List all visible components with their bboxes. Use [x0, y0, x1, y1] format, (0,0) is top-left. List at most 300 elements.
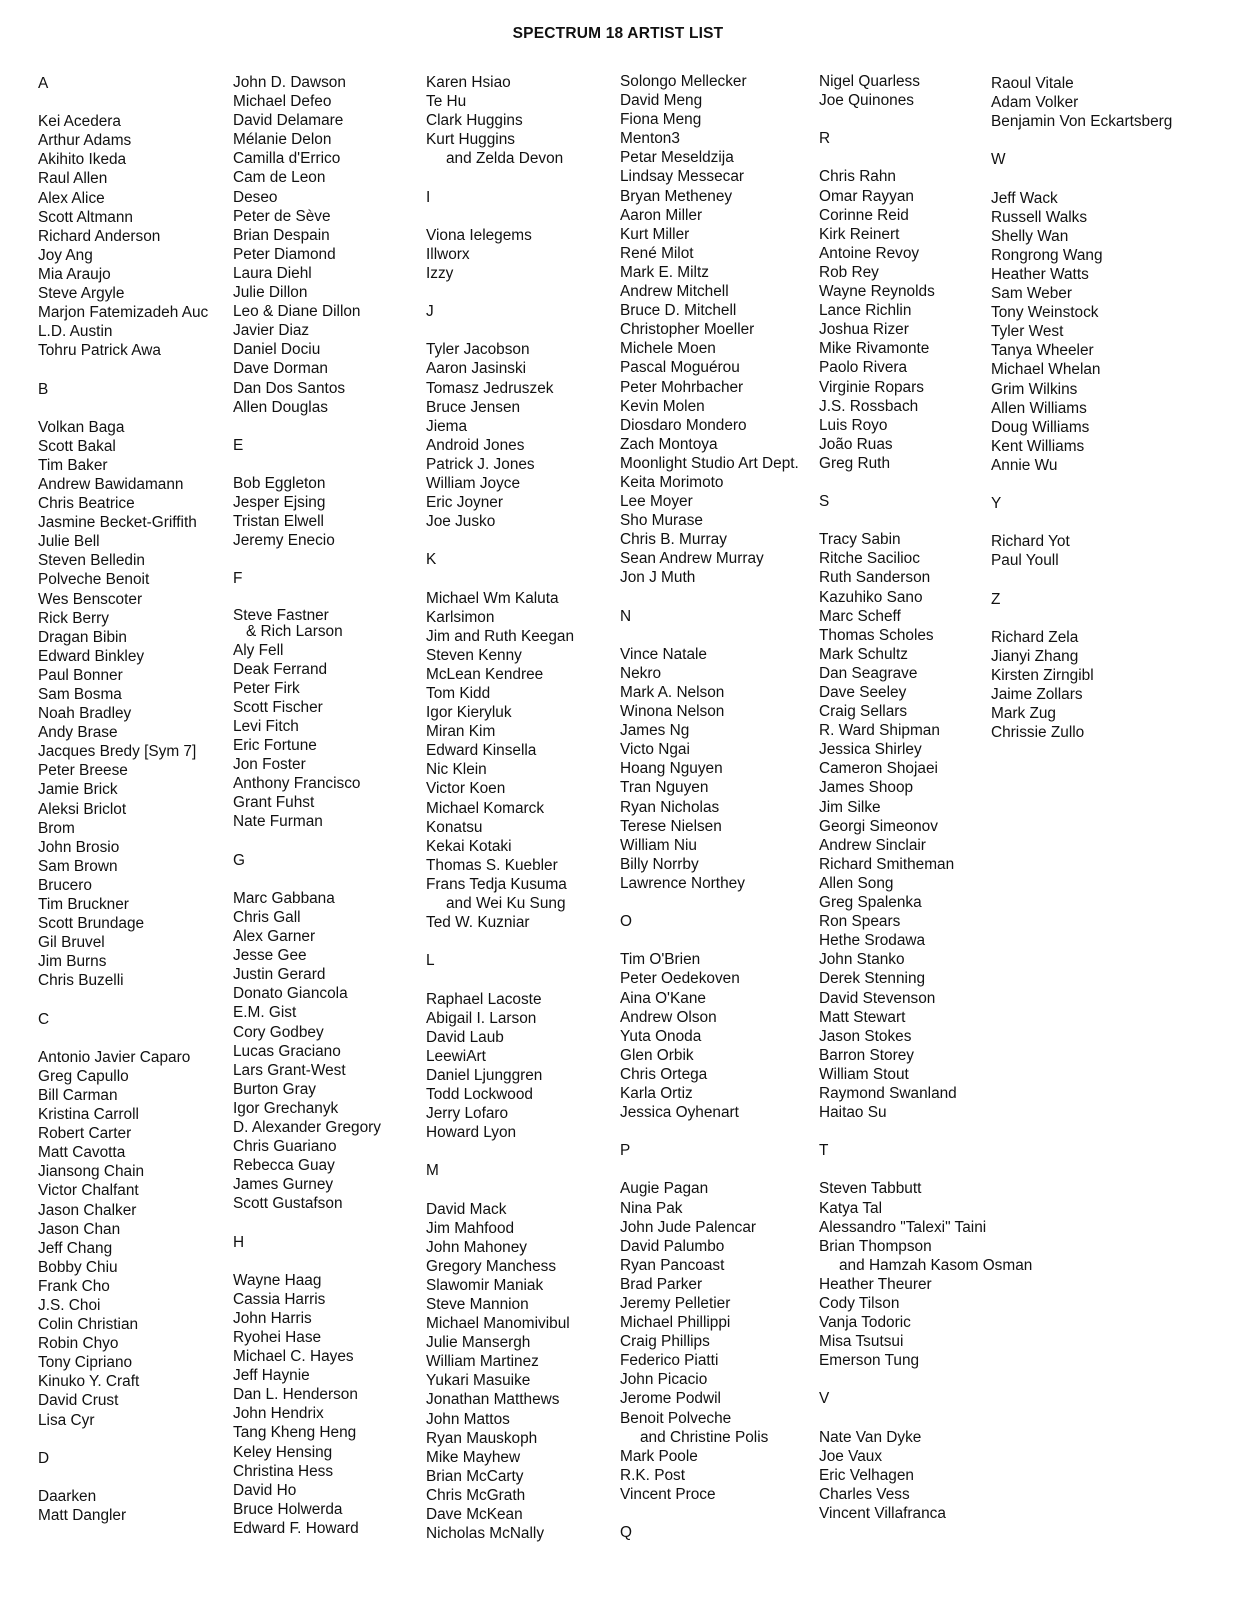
artist-name: Javier Diaz — [233, 322, 310, 340]
artist-name: Emerson Tung — [819, 1352, 920, 1370]
artist-name: Polveche Benoit — [38, 571, 150, 589]
spacer — [38, 1468, 208, 1487]
artist-name: Gil Bruvel — [38, 934, 105, 952]
spacer — [819, 1409, 1032, 1428]
artist-name: Eric Joyner — [426, 494, 503, 512]
artist-name: Abigail I. Larson — [426, 1009, 537, 1027]
artist-name: Christina Hess — [233, 1462, 334, 1480]
artist-name: Colin Christian — [38, 1316, 139, 1334]
artist-name: Thomas S. Kuebler — [426, 856, 558, 874]
artist-name: Kurt Huggins — [426, 131, 515, 149]
artist-name: Haitao Su — [819, 1104, 887, 1122]
artist-name: Nate Furman — [233, 813, 323, 831]
artist-name: Volkan Baga — [38, 418, 125, 436]
artist-name: Richard Anderson — [38, 227, 161, 245]
artist-name: John Jude Palencar — [620, 1218, 757, 1236]
artist-name: Android Jones — [426, 436, 525, 454]
spacer — [426, 1180, 574, 1199]
spacer — [426, 1142, 574, 1161]
artist-name: Ryan Mauskoph — [426, 1429, 538, 1447]
artist-name-continuation: and Wei Ku Sung — [446, 895, 566, 913]
artist-name: Jessica Shirley — [819, 741, 922, 759]
artist-name: Christopher Moeller — [620, 321, 755, 339]
artist-name: Matt Cavotta — [38, 1144, 126, 1162]
artist-name-continuation: and Hamzah Kasom Osman — [839, 1256, 1033, 1274]
spacer — [426, 283, 574, 302]
artist-name: Georgi Simeonov — [819, 817, 938, 835]
artist-name: R.K. Post — [620, 1466, 686, 1484]
artist-name: Scott Fischer — [233, 698, 323, 716]
artist-name: Alex Alice — [38, 189, 105, 207]
artist-name: Edward Kinsella — [426, 742, 537, 760]
artist-name: Igor Grechanyk — [233, 1099, 339, 1117]
artist-name: Robert Carter — [38, 1125, 132, 1143]
artist-name: David Stevenson — [819, 989, 936, 1007]
artist-name: Jim and Ruth Keegan — [426, 627, 575, 645]
artist-name: Chris Beatrice — [38, 495, 135, 513]
artist-name: Mark Zug — [991, 705, 1056, 723]
artist-name: Allen Douglas — [233, 398, 328, 416]
artist-name: Lisa Cyr — [38, 1411, 95, 1429]
artist-name: Raul Allen — [38, 170, 108, 188]
artist-name: Bill Carman — [38, 1086, 118, 1104]
artist-name: Todd Lockwood — [426, 1085, 533, 1103]
artist-name: Billy Norrby — [620, 855, 699, 873]
artist-name: Rick Berry — [38, 609, 109, 627]
artist-name: Kinuko Y. Craft — [38, 1373, 140, 1391]
artist-name: Scott Bakal — [38, 437, 116, 455]
artist-name: Akihito Ikeda — [38, 151, 127, 169]
artist-name: Thomas Scholes — [819, 626, 934, 644]
artist-name: Dan Dos Santos — [233, 379, 346, 397]
section-letter: L — [426, 952, 435, 970]
artist-name: Matt Stewart — [819, 1008, 906, 1026]
artist-name: Cody Tilson — [819, 1295, 900, 1312]
artist-name: Jeff Chang — [38, 1239, 113, 1257]
section-letter: R — [819, 130, 831, 148]
artist-name: J.S. Choi — [38, 1297, 101, 1314]
artist-name: Kirsten Zirngibl — [991, 666, 1094, 684]
artist-name: Frank Cho — [38, 1277, 110, 1295]
artist-name: Laura Diehl — [233, 264, 312, 282]
artist-name: Greg Ruth — [819, 454, 891, 472]
artist-name: Fiona Meng — [620, 111, 702, 129]
artist-name: Kekai Kotaki — [426, 837, 512, 855]
section-letter: F — [233, 570, 243, 588]
spacer — [38, 93, 208, 112]
artist-name: Te Hu — [426, 93, 467, 111]
artist-name: Joe Quinones — [819, 92, 914, 110]
artist-name: Katya Tal — [819, 1199, 883, 1217]
artist-name: Paul Bonner — [38, 666, 123, 684]
spacer — [620, 626, 799, 645]
artist-name: Jason Chan — [38, 1220, 121, 1238]
artist-name: Brian McCarty — [426, 1467, 524, 1485]
artist-name: Chris Rahn — [819, 168, 896, 186]
artist-name: Mélanie Delon — [233, 131, 332, 149]
artist-name: Jamie Brick — [38, 781, 118, 799]
artist-name: Tyler West — [991, 323, 1064, 341]
artist-name: Burton Gray — [233, 1080, 316, 1098]
artist-name: Lee Moyer — [620, 493, 693, 511]
artist-name: Michael Komarck — [426, 799, 545, 817]
artist-name: Brian Despain — [233, 226, 330, 244]
artist-name: Aaron Miller — [620, 206, 703, 224]
artist-name: Mike Rivamonte — [819, 340, 930, 358]
artist-name: Allen Williams — [991, 399, 1087, 417]
artist-name: Luis Royo — [819, 416, 888, 434]
spacer — [991, 475, 1172, 494]
spacer — [620, 1504, 799, 1523]
artist-name: Cam de Leon — [233, 169, 326, 187]
artist-name: Wayne Haag — [233, 1271, 322, 1289]
artist-name: Lawrence Northey — [620, 874, 745, 892]
artist-name: Chrissie Zullo — [991, 724, 1085, 742]
artist-name: Camilla d'Errico — [233, 150, 341, 168]
artist-name: Chris Ortega — [620, 1065, 708, 1083]
artist-name: Grant Fuhst — [233, 794, 315, 812]
artist-name: Richard Zela — [991, 628, 1079, 646]
artist-name: Chris B. Murray — [620, 531, 727, 549]
artist-name: Tomasz Jedruszek — [426, 379, 554, 397]
artist-name: Frans Tedja Kusuma — [426, 875, 567, 893]
artist-name: John D. Dawson — [233, 74, 346, 91]
spacer — [620, 588, 799, 607]
artist-name: Izzy — [426, 264, 454, 282]
artist-name: Chris McGrath — [426, 1486, 526, 1504]
artist-name: Brucero — [38, 876, 92, 894]
artist-name: Raoul Vitale — [991, 75, 1074, 92]
artist-name: Ryan Nicholas — [620, 798, 720, 816]
artist-name: Menton3 — [620, 130, 680, 148]
artist-name: Tyler Jacobson — [426, 341, 530, 359]
artist-name: Jeremy Pelletier — [620, 1295, 731, 1312]
artist-name: Sean Andrew Murray — [620, 550, 764, 568]
artist-name: Julie Mansergh — [426, 1334, 531, 1352]
artist-name: Marc Scheff — [819, 607, 901, 625]
artist-name: John Mattos — [426, 1410, 510, 1428]
section-letter: B — [38, 380, 49, 398]
artist-name: Antoine Revoy — [819, 244, 920, 262]
artist-name: John Brosio — [38, 838, 120, 856]
artist-name: Peter Mohrbacher — [620, 378, 744, 396]
spacer — [233, 1213, 381, 1232]
artist-name: Jeff Haynie — [233, 1367, 310, 1385]
artist-name: Jerome Podwil — [620, 1390, 721, 1408]
artist-name: Yuta Onoda — [620, 1027, 702, 1045]
artist-name: Hethe Srodawa — [819, 932, 926, 950]
artist-name: João Ruas — [819, 435, 893, 453]
artist-name: Doug Williams — [991, 418, 1090, 436]
artist-name: Igor Kieryluk — [426, 704, 512, 722]
artist-name: Marc Gabbana — [233, 889, 335, 907]
artist-column-3 — [426, 73, 574, 1543]
artist-name: Dave McKean — [426, 1506, 523, 1524]
artist-name: Winona Nelson — [620, 703, 725, 721]
section-letter: E — [233, 436, 244, 454]
artist-name: Nigel Quarless — [819, 73, 920, 90]
artist-name: Ron Spears — [819, 913, 901, 931]
section-letter: V — [819, 1390, 830, 1408]
artist-name: Michael Whelan — [991, 361, 1101, 379]
section-letter: C — [38, 1010, 50, 1028]
artist-name: Sam Brown — [38, 857, 118, 875]
spacer — [620, 1122, 799, 1141]
artist-name: John Stanko — [819, 951, 905, 969]
artist-name: Leo & Diane Dillon — [233, 303, 361, 321]
artist-name: Diosdaro Mondero — [620, 416, 747, 434]
section-letter: Y — [991, 495, 1002, 513]
artist-name: Sho Murase — [620, 512, 703, 530]
artist-name: Tran Nguyen — [620, 779, 709, 797]
artist-name: Karla Ortiz — [620, 1084, 693, 1102]
artist-name: Brian Thompson — [819, 1237, 932, 1255]
artist-name: Moonlight Studio Art Dept. — [620, 454, 799, 472]
artist-name: Craig Sellars — [819, 703, 908, 721]
artist-name: Arthur Adams — [38, 132, 132, 150]
artist-name-continuation: & Rich Larson — [246, 622, 343, 640]
artist-name: Jessica Oyhenart — [620, 1104, 739, 1122]
artist-name: Corinne Reid — [819, 206, 909, 224]
artist-name: Jason Stokes — [819, 1027, 912, 1045]
artist-name: Michael Defeo — [233, 93, 332, 111]
artist-name: Edward F. Howard — [233, 1519, 359, 1537]
artist-name: Kevin Molen — [620, 397, 705, 415]
spacer — [620, 1160, 799, 1179]
artist-name: David Laub — [426, 1028, 504, 1046]
artist-name: Mark A. Nelson — [620, 684, 725, 701]
section-letter: S — [819, 493, 830, 511]
artist-name: Petar Meseldzija — [620, 149, 734, 167]
artist-name: James Gurney — [233, 1176, 334, 1194]
artist-name: Patrick J. Jones — [426, 455, 535, 473]
artist-name: Heather Theurer — [819, 1275, 932, 1293]
artist-name: Andy Brase — [38, 724, 118, 742]
artist-name: Cory Godbey — [233, 1023, 324, 1041]
artist-name: Matt Dangler — [38, 1507, 127, 1525]
artist-name: Tanya Wheeler — [991, 342, 1094, 360]
artist-name: Pascal Moguérou — [620, 359, 740, 377]
artist-name: Vincent Villafranca — [819, 1505, 946, 1523]
artist-name: Charles Vess — [819, 1485, 910, 1503]
artist-column-1 — [38, 74, 208, 1525]
artist-name: Nate Van Dyke — [819, 1428, 922, 1446]
artist-name: Bob Eggleton — [233, 474, 326, 492]
artist-name: Glen Orbik — [620, 1046, 694, 1064]
artist-name: Dave Dorman — [233, 360, 328, 378]
page-title: SPECTRUM 18 ARTIST LIST — [512, 25, 724, 42]
artist-name: Jim Silke — [819, 798, 881, 816]
artist-name: Richard Smitheman — [819, 855, 955, 873]
artist-name: Brad Parker — [620, 1275, 703, 1293]
artist-name: William Martinez — [426, 1353, 539, 1371]
artist-name: Alessandro "Talexi" Taini — [819, 1218, 987, 1236]
artist-name: Tom Kidd — [426, 685, 491, 702]
artist-name: David Meng — [620, 92, 703, 110]
artist-name: Nina Pak — [620, 1199, 683, 1217]
artist-name: Daniel Ljunggren — [426, 1066, 543, 1084]
spacer — [233, 870, 381, 889]
artist-name: Shelly Wan — [991, 227, 1069, 245]
spacer — [38, 1029, 208, 1048]
artist-name: Virginie Ropars — [819, 378, 924, 396]
spacer — [38, 399, 208, 418]
artist-name: Wayne Reynolds — [819, 283, 935, 301]
spacer — [991, 609, 1172, 628]
artist-name: Jim Mahfood — [426, 1219, 515, 1237]
artist-name: Andrew Olson — [620, 1008, 717, 1026]
artist-name: William Stout — [819, 1065, 909, 1083]
artist-name: Kazuhiko Sano — [819, 588, 923, 606]
artist-name: J.S. Rossbach — [819, 397, 919, 415]
artist-name: Kristina Carroll — [38, 1106, 139, 1124]
spacer — [233, 455, 381, 474]
artist-name: Greg Spalenka — [819, 894, 922, 912]
artist-name: Tony Weinstock — [991, 304, 1099, 322]
artist-name: Marjon Fatemizadeh Auc — [38, 304, 209, 322]
artist-name: Howard Lyon — [426, 1124, 517, 1142]
section-letter: J — [426, 303, 434, 321]
artist-name: Jason Chalker — [38, 1201, 137, 1219]
artist-name: Daarken — [38, 1487, 97, 1505]
artist-name: Nekro — [620, 664, 662, 682]
artist-name-continuation: and Christine Polis — [640, 1428, 769, 1446]
artist-name: Andrew Mitchell — [620, 283, 729, 301]
artist-name: Mark E. Miltz — [620, 263, 709, 281]
artist-name: Andrew Sinclair — [819, 836, 926, 854]
artist-name: Victor Chalfant — [38, 1182, 139, 1200]
artist-name: Jesse Gee — [233, 947, 307, 965]
artist-name: William Niu — [620, 836, 697, 854]
artist-name: Lindsay Messecar — [620, 168, 745, 186]
spacer — [233, 832, 381, 851]
artist-name: Chris Gall — [233, 908, 301, 926]
spacer — [819, 1370, 1032, 1389]
artist-name: Deseo — [233, 188, 278, 206]
spacer — [819, 1122, 1032, 1141]
section-letter: H — [233, 1233, 245, 1251]
artist-name: Raymond Swanland — [819, 1084, 957, 1102]
artist-name: Aleksi Briclot — [38, 800, 127, 818]
section-letter: D — [38, 1449, 50, 1467]
artist-name: René Milot — [620, 244, 694, 262]
artist-name: R. Ward Shipman — [819, 722, 940, 740]
spacer — [426, 531, 574, 550]
section-letter: M — [426, 1162, 439, 1180]
spacer — [819, 1160, 1032, 1179]
artist-name: Omar Rayyan — [819, 187, 914, 205]
artist-name: Dan Seagrave — [819, 664, 918, 682]
artist-name: D. Alexander Gregory — [233, 1118, 381, 1136]
artist-name: Vince Natale — [620, 645, 707, 663]
section-letter: I — [426, 188, 431, 206]
artist-name: Steven Kenny — [426, 646, 522, 664]
artist-name: Ryohei Hase — [233, 1329, 322, 1346]
artist-name: David Palumbo — [620, 1237, 725, 1255]
spacer — [233, 550, 381, 569]
artist-name: Ryan Pancoast — [620, 1256, 725, 1274]
artist-name: Yukari Masuike — [426, 1372, 531, 1390]
artist-name: Tang Kheng Heng — [233, 1424, 357, 1442]
artist-name: Justin Gerard — [233, 966, 326, 984]
artist-name: Keley Hensing — [233, 1443, 333, 1461]
artist-name: Robin Chyo — [38, 1335, 119, 1353]
artist-name: Derek Stenning — [819, 970, 926, 988]
artist-name: Scott Gustafson — [233, 1195, 343, 1213]
spacer — [620, 893, 799, 912]
artist-name: Julie Bell — [38, 533, 100, 551]
artist-name: Lance Richlin — [819, 302, 912, 320]
artist-name: Joshua Rizer — [819, 321, 909, 339]
spacer — [38, 991, 208, 1010]
section-letter: T — [819, 1142, 829, 1160]
artist-name: Jon Foster — [233, 756, 306, 774]
artist-name: Annie Wu — [991, 456, 1058, 474]
artist-name: Steven Belledin — [38, 552, 145, 570]
section-letter: K — [426, 551, 437, 569]
artist-name: Jacques Bredy [Sym 7] — [38, 743, 197, 761]
spacer — [620, 931, 799, 950]
spacer — [991, 570, 1172, 589]
artist-name: Nic Klein — [426, 761, 487, 779]
artist-name: Tracy Sabin — [819, 531, 901, 549]
artist-name: Michele Moen — [620, 340, 716, 358]
artist-name: Tohru Patrick Awa — [38, 342, 161, 360]
artist-name: Jeff Wack — [991, 189, 1058, 207]
artist-column-6 — [991, 74, 1172, 742]
artist-name: Jerry Lofaro — [426, 1105, 509, 1123]
artist-name: Jiansong Chain — [38, 1163, 145, 1181]
artist-name: Chris Guariano — [233, 1138, 337, 1156]
artist-name: Bobby Chiu — [38, 1258, 118, 1276]
artist-name: Barron Storey — [819, 1046, 914, 1064]
artist-name: Steve Fastner — [233, 606, 329, 624]
artist-name: Hoang Nguyen — [620, 760, 723, 778]
artist-name: Aly Fell — [233, 641, 284, 659]
spacer — [426, 932, 574, 951]
artist-name: James Shoop — [819, 779, 914, 797]
artist-name: Eric Velhagen — [819, 1466, 914, 1484]
artist-name: Jaime Zollars — [991, 686, 1083, 703]
spacer — [38, 360, 208, 379]
spacer — [991, 513, 1172, 532]
artist-name: Levi Fitch — [233, 718, 299, 735]
artist-name: Jiema — [426, 417, 468, 435]
artist-name-continuation: and Zelda Devon — [446, 150, 564, 168]
artist-name: Joy Ang — [38, 246, 93, 264]
artist-name: Vincent Proce — [620, 1485, 716, 1503]
artist-name: Greg Capullo — [38, 1067, 129, 1085]
artist-name: Peter Diamond — [233, 245, 336, 263]
artist-name: Deak Ferrand — [233, 660, 328, 678]
artist-name: Andrew Bawidamann — [38, 475, 184, 493]
artist-name: Aina O'Kane — [620, 989, 706, 1007]
artist-name: Lucas Graciano — [233, 1042, 341, 1060]
section-letter: Z — [991, 590, 1001, 608]
artist-name: Mia Araujo — [38, 265, 111, 283]
artist-name: Jon J Muth — [620, 569, 696, 587]
artist-name: John Harris — [233, 1309, 312, 1327]
artist-name: David Ho — [233, 1481, 297, 1499]
artist-name: Eric Fortune — [233, 737, 317, 755]
artist-name: Daniel Dociu — [233, 341, 321, 359]
artist-name: Bruce Jensen — [426, 398, 521, 416]
artist-name: Cameron Shojaei — [819, 760, 938, 778]
artist-name: Bryan Metheney — [620, 187, 733, 205]
artist-name: Scott Brundage — [38, 915, 145, 933]
artist-name: Karlsimon — [426, 608, 495, 626]
artist-name: Ritche Sacilioc — [819, 550, 920, 568]
